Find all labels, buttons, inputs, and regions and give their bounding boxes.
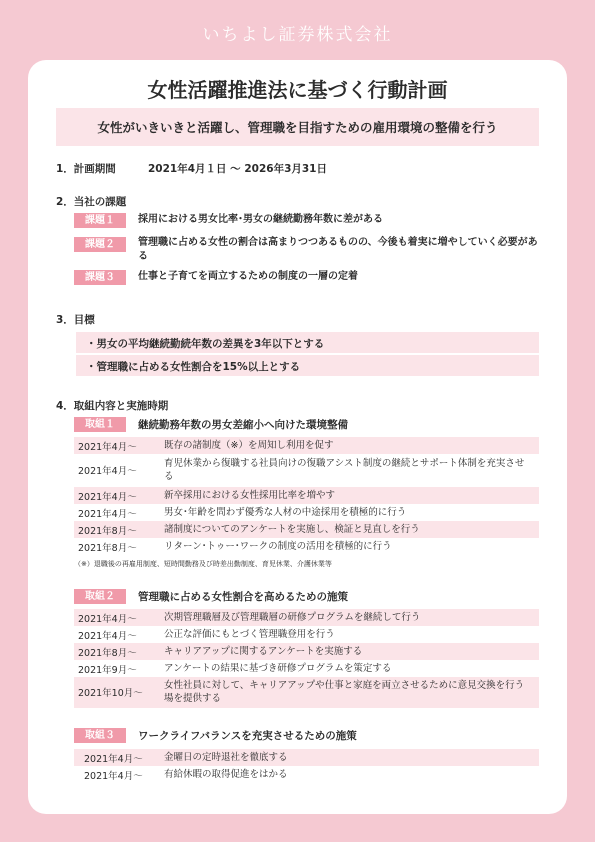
action-tag: 取組２ (74, 589, 126, 604)
row-text: 公正な評価にもとづく管理職登用を行う (164, 629, 335, 640)
row-date: 2021年8月～ (78, 526, 137, 537)
row-text: 男女･年齢を問わず優秀な人材の中途採用を積極的に行う (164, 507, 407, 518)
issue-text: 仕事と子育てを両立するための制度の一層の定着 (138, 271, 358, 282)
row-text: 諸制度についてのアンケートを実施し、検証と見直しを行う (164, 524, 420, 535)
footnote: （※）退職後の再雇用制度、短時間勤務及び時差出勤制度、育児休業、介護休業等 (74, 560, 332, 568)
row-text: 新卒採用における女性採用比率を増やす (164, 490, 336, 501)
goal-item (76, 355, 539, 376)
row-text: 女性社員に対して、キャリアアップや仕事と家庭を両立させるために意見交換を行う場を提供する (164, 680, 525, 704)
table-row (74, 749, 539, 766)
row-date: 2021年4月～ (78, 466, 137, 477)
row-date: 2021年4月～ (78, 492, 137, 503)
table-row (74, 455, 539, 486)
table-row (74, 538, 539, 555)
issue-tag: 課題１ (74, 213, 126, 228)
action-tag: 取組１ (74, 417, 126, 432)
row-date: 2021年8月～ (78, 543, 137, 554)
table-row (74, 504, 539, 521)
table-row (74, 677, 539, 708)
table-row (74, 609, 539, 626)
table-row (74, 437, 539, 454)
plan-card (28, 60, 567, 814)
issues-heading: 2．当社の課題 (56, 196, 127, 208)
row-text: 育児休業から復職する社員向けの復職アシスト制度の継続とサポート体制を充実させる (164, 458, 525, 482)
row-text: アンケートの結果に基づき研修プログラムを策定する (164, 663, 392, 674)
row-date: 2021年9月～ (78, 665, 137, 676)
subtitle: 女性がいきいきと活躍し、管理職を目指すための雇用環境の整備を行う (97, 120, 498, 135)
issue-tag: 課題２ (74, 237, 126, 252)
row-date: 2021年10月～ (78, 688, 143, 699)
company-name: いちよし証券株式会社 (202, 25, 393, 45)
issue-tag: 課題３ (74, 270, 126, 285)
row-date: 2021年4月～ (78, 614, 137, 625)
goal-text: ・男女の平均継続勤続年数の差異を3年以下とする (86, 338, 325, 350)
goal-item (76, 332, 539, 353)
period-heading: 1．計画期間 (56, 163, 116, 175)
goals-heading: 3．目標 (56, 314, 95, 326)
table-row (74, 643, 539, 660)
action-title: 管理職に占める女性割合を高めるための施策 (138, 591, 348, 603)
row-date: 2021年4月～ (78, 442, 137, 453)
action-title: 継続勤務年数の男女差縮小へ向けた環境整備 (138, 419, 348, 431)
table-row (74, 626, 539, 643)
goal-text: ・管理職に占める女性割合を15%以上とする (86, 361, 301, 373)
row-date: 2021年4月～ (84, 771, 143, 782)
row-text: 金曜日の定時退社を徹底する (164, 752, 288, 763)
row-text: 有給休暇の取得促進をはかる (164, 769, 288, 780)
row-date: 2021年8月～ (78, 648, 137, 659)
row-date: 2021年4月～ (78, 509, 137, 520)
row-text: キャリアアップに関するアンケートを実施する (164, 646, 363, 657)
table-row (74, 766, 539, 783)
row-date: 2021年4月～ (78, 631, 137, 642)
page-title: 女性活躍推進法に基づく行動計画 (147, 78, 448, 102)
action-tag: 取組３ (74, 728, 126, 743)
table-row (74, 521, 539, 538)
row-text: 次期管理職層及び管理職層の研修プログラムを継続して行う (164, 612, 421, 623)
row-text: 既存の諸制度（※）を周知し利用を促す (164, 440, 334, 451)
row-text: リターン･トゥー･ワークの制度の活用を積極的に行う (164, 541, 392, 552)
issue-text: 管理職に占める女性の割合は高まりつつあるものの、今後も着実に増やしていく必要がある (138, 237, 538, 262)
period-value: 2021年4月１日 ～ 2026年3月31日 (148, 163, 327, 175)
action-title: ワークライフバランスを充実させるための施策 (138, 730, 357, 742)
subtitle-box (56, 108, 539, 146)
issue-text: 採用における男女比率･男女の継続勤務年数に差がある (138, 214, 383, 225)
actions-heading: 4．取組内容と実施時期 (56, 400, 169, 412)
row-date: 2021年4月～ (84, 754, 143, 765)
table-row (74, 487, 539, 504)
table-row (74, 660, 539, 677)
